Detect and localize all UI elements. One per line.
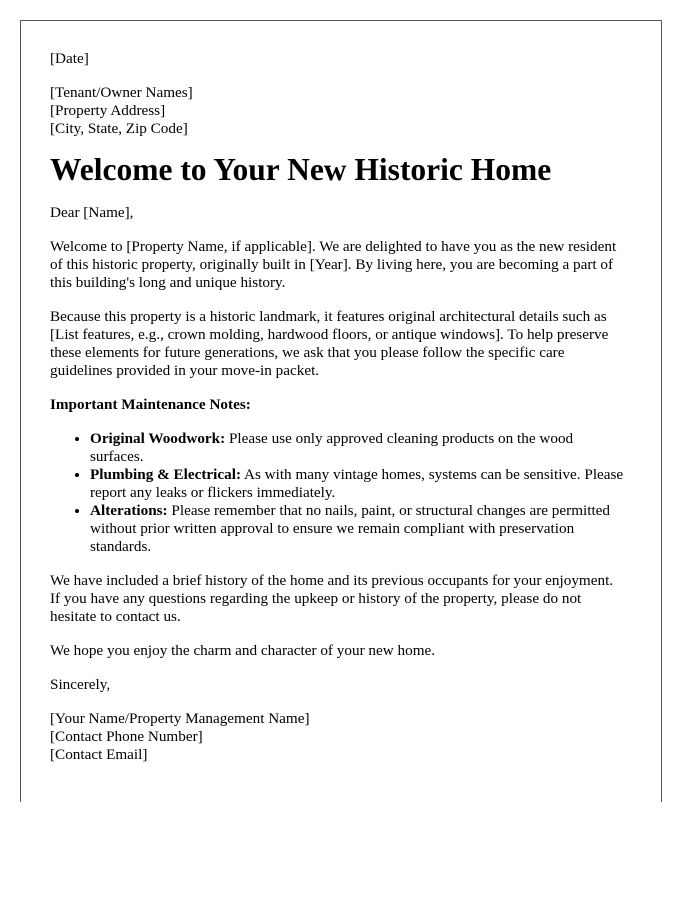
- recipient-city-state-zip: [City, State, Zip Code]: [50, 120, 188, 137]
- note-text: Please remember that no nails, paint, or structural changes are permitted without prior written approval to ensure we remain compliant with preservation standards.: [90, 502, 610, 555]
- recipient-names: [Tenant/Owner Names]: [50, 84, 193, 101]
- note-item-plumbing-electrical: [90, 466, 625, 502]
- recipient-block: [50, 84, 625, 138]
- signature-phone: [Contact Phone Number]: [50, 728, 203, 745]
- note-text: As with many vintage homes, systems can be sensitive. Please report any leaks or flickers immediately.: [90, 466, 624, 501]
- letter-page: [20, 20, 662, 802]
- signature-name: [Your Name/Property Management Name]: [50, 710, 310, 727]
- paragraph-history: We have included a brief history of the home and its previous occupants for your enjoyment. If you have any questions regarding the upkeep or history of the property, please do not hesitate to contact us.: [50, 572, 614, 625]
- note-item-woodwork: [90, 430, 625, 466]
- maintenance-notes-heading: Important Maintenance Notes:: [50, 396, 251, 413]
- letter-date: [Date]: [50, 50, 89, 67]
- note-label: Plumbing & Electrical:: [90, 466, 242, 483]
- paragraph-welcome: Welcome to [Property Name, if applicable]. We are delighted to have you as the new resident of this historic property, originally built in [Year]. By living here, you are becoming a part of this building's long and unique history.: [50, 238, 617, 291]
- closing: Sincerely,: [50, 676, 111, 693]
- paragraph-enjoy: We hope you enjoy the charm and character of your new home.: [50, 642, 436, 659]
- signature-email: [Contact Email]: [50, 746, 148, 763]
- recipient-address: [Property Address]: [50, 102, 166, 119]
- note-item-alterations: [90, 502, 625, 556]
- note-text: Please use only approved cleaning products on the wood surfaces.: [90, 430, 574, 465]
- letter-title: Welcome to Your New Historic Home: [50, 152, 552, 187]
- note-label: Alterations:: [90, 502, 168, 519]
- paragraph-landmark: Because this property is a historic landmark, it features original architectural details such as [List features, e.g., crown molding, hardwood floors, or antique windows]. To help preserve these elements for future generations, we ask that you please follow the specific care guidelines provided in your move-in packet.: [50, 308, 609, 379]
- maintenance-notes-list: [50, 430, 625, 556]
- signature-block: [50, 710, 625, 764]
- letter-body: [50, 50, 625, 764]
- note-label: Original Woodwork:: [90, 430, 226, 447]
- salutation: Dear [Name],: [50, 204, 134, 221]
